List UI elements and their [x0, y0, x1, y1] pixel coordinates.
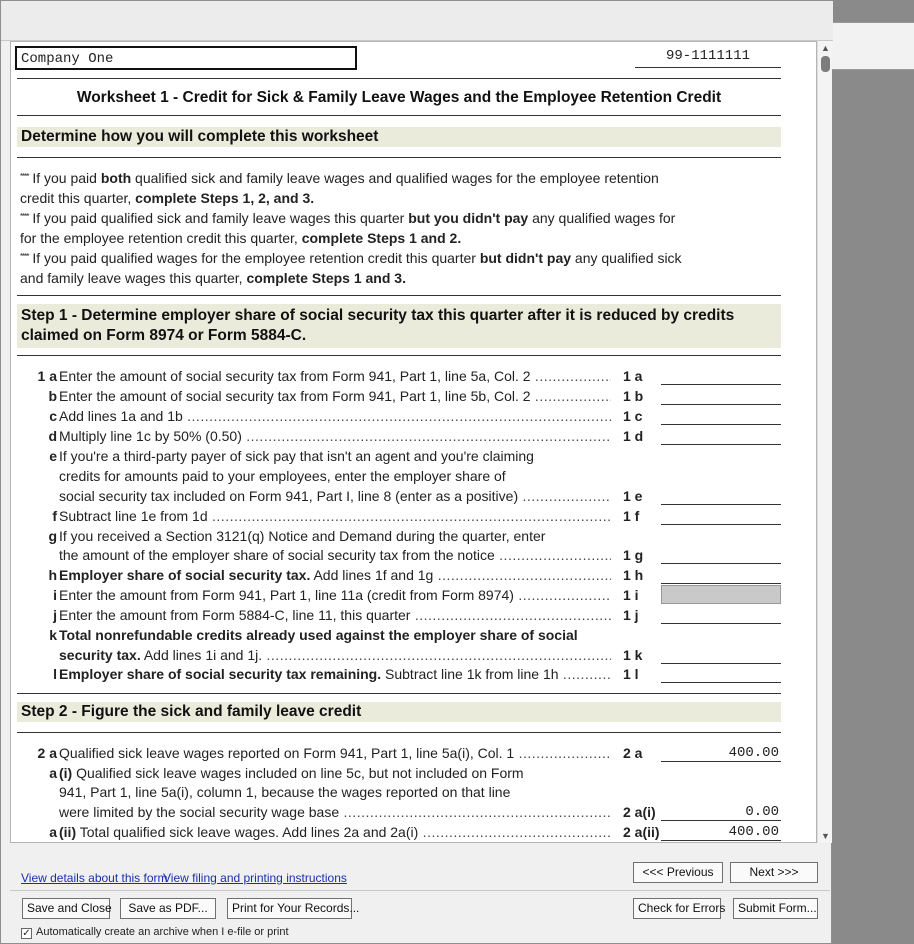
- instruction-paragraph-1: **** If you paid both qualified sick and family leave wages and qualified wages for the employee retention credit this quarter, complete Steps 1, 2, and 3.: [20, 170, 659, 206]
- window-titlebar[interactable]: [1, 1, 833, 41]
- scroll-up-icon[interactable]: ▲: [821, 43, 830, 53]
- line-1c-input[interactable]: [661, 406, 781, 425]
- background-area: [832, 0, 914, 944]
- line-1l: l Employer share of social security tax remaining. Subtract line 1k from line 1h ..... 1 l: [11, 664, 811, 684]
- line-1i: i Enter the amount from Form 941, Part 1, line 11a (credit from Form 8974) ..... 1 i: [11, 585, 811, 605]
- line-1c: c Add lines 1a and 1b ..... 1 c: [11, 406, 811, 426]
- line-2ai-cont: 941, Part 1, line 5a(i), column 1, because the wages reported on that line: [59, 784, 511, 800]
- save-and-close-button[interactable]: Save and Close: [22, 898, 110, 919]
- divider: [17, 115, 781, 116]
- vertical-scrollbar[interactable]: [817, 41, 832, 843]
- print-records-button[interactable]: Print for Your Records...: [227, 898, 352, 919]
- line-1k-input[interactable]: [661, 645, 781, 664]
- line-1k: k Total nonrefundable credits already used against the employer share of social: [49, 627, 578, 643]
- form-pane: [10, 41, 817, 843]
- divider: [17, 157, 781, 158]
- line-1e-cont2: social security tax included on Form 941, Part I, line 8 (enter as a positive) ..... 1 e: [11, 486, 811, 506]
- line-1b: b Enter the amount of social security tax from Form 941, Part 1, line 5b, Col. 2 ..... 1 b: [11, 386, 811, 406]
- check-errors-button[interactable]: Check for Errors: [633, 898, 721, 919]
- previous-button[interactable]: <<< Previous: [633, 862, 723, 883]
- scroll-down-icon[interactable]: ▼: [821, 831, 830, 841]
- line-2a-input[interactable]: 400.00: [661, 743, 781, 762]
- line-2aii-input[interactable]: 400.00: [661, 822, 781, 841]
- archive-checkbox[interactable]: ✓: [22, 928, 31, 939]
- instruction-paragraph-3: **** If you paid qualified wages for the employee retention credit this quarter but didn't pay any qualified sick and family leave wages this quarter, complete Steps 1 and 3.: [20, 250, 682, 286]
- line-1l-input[interactable]: [661, 664, 781, 683]
- line-1f-input[interactable]: [661, 506, 781, 525]
- line-1f: f Subtract line 1e from 1d ..... 1 f: [11, 506, 811, 526]
- line-1g: g If you received a Section 3121(q) Notice and Demand during the quarter, enter: [48, 528, 546, 544]
- archive-option: [21, 926, 289, 939]
- line-1j-input[interactable]: [661, 605, 781, 624]
- line-1j: j Enter the amount from Form 5884-C, line 11, this quarter ..... 1 j: [11, 605, 811, 625]
- line-2aii: a (ii) Total qualified sick leave wages. Add lines 2a and 2a(i) ..... 2 a(ii) 400.00: [11, 822, 811, 842]
- scroll-thumb[interactable]: [821, 56, 830, 72]
- worksheet-title: Worksheet 1 - Credit for Sick & Family Leave Wages and the Employee Retention Credit: [76, 89, 722, 106]
- line-1d-input[interactable]: [661, 426, 781, 445]
- divider: [17, 355, 781, 356]
- next-button[interactable]: Next >>>: [730, 862, 818, 883]
- archive-label: Automatically create an archive when I e-file or print: [36, 926, 289, 938]
- divider: [17, 78, 781, 79]
- divider: [10, 890, 830, 891]
- divider: [17, 693, 781, 694]
- line-1d: d Multiply line 1c by 50% (0.50) ..... 1 d: [11, 426, 811, 446]
- line-1h-input[interactable]: [661, 565, 781, 584]
- view-instructions-link[interactable]: View filing and printing instructions: [163, 871, 347, 885]
- line-2a: 2 a Qualified sick leave wages reported on Form 941, Part 1, line 5a(i), Col. 1 ..... 2 a 400.00: [11, 743, 811, 763]
- line-1k-cont: security tax. Add lines 1i and 1j. ..... 1 k: [11, 645, 811, 665]
- divider: [17, 732, 781, 733]
- section-heading-step1: Step 1 - Determine employer share of social security tax this quarter after it is reduced by credits claimed on Form 8974 or Form 5884-C.: [17, 304, 781, 348]
- line-1h: h Employer share of social security tax. Add lines 1f and 1g ..... 1 h: [11, 565, 811, 585]
- line-1g-input[interactable]: [661, 545, 781, 564]
- line-2ai-cont2: were limited by the social security wage base ..... 2 a(i) 0.00: [11, 802, 811, 822]
- line-1g-cont: the amount of the employer share of social security tax from the notice ..... 1 g: [11, 545, 811, 565]
- line-1e-cont: credits for amounts paid to your employees, enter the employer share of: [59, 468, 506, 484]
- save-as-pdf-button[interactable]: Save as PDF...: [120, 898, 216, 919]
- line-2ai: a (i) Qualified sick leave wages included on line 5c, but not included on Form: [49, 765, 524, 781]
- line-1a: 1 a Enter the amount of social security tax from Form 941, Part 1, line 5a, Col. 2 ..... 1 a: [11, 366, 811, 386]
- line-1a-input[interactable]: [661, 366, 781, 385]
- line-1e: e If you're a third-party payer of sick pay that isn't an agent and you're claiming: [49, 448, 534, 464]
- section-heading-determine: Determine how you will complete this worksheet: [17, 127, 781, 147]
- instruction-paragraph-2: **** If you paid qualified sick and family leave wages this quarter but you didn't pay any qualified wages for for the employee retention credit this quarter, complete Steps 1 and 2.: [20, 210, 676, 246]
- background-panel: [832, 22, 914, 70]
- company-name-field[interactable]: Company One: [15, 46, 357, 70]
- line-1i-input: [661, 585, 781, 604]
- ein-field[interactable]: 99-1111111: [635, 48, 781, 68]
- line-2ai-input[interactable]: 0.00: [661, 802, 781, 821]
- view-details-link[interactable]: View details about this form: [21, 871, 168, 885]
- line-1e-input[interactable]: [661, 486, 781, 505]
- section-heading-step2: Step 2 - Figure the sick and family leave credit: [17, 702, 781, 722]
- divider: [17, 295, 781, 296]
- submit-form-button[interactable]: Submit Form...: [733, 898, 818, 919]
- line-1b-input[interactable]: [661, 386, 781, 405]
